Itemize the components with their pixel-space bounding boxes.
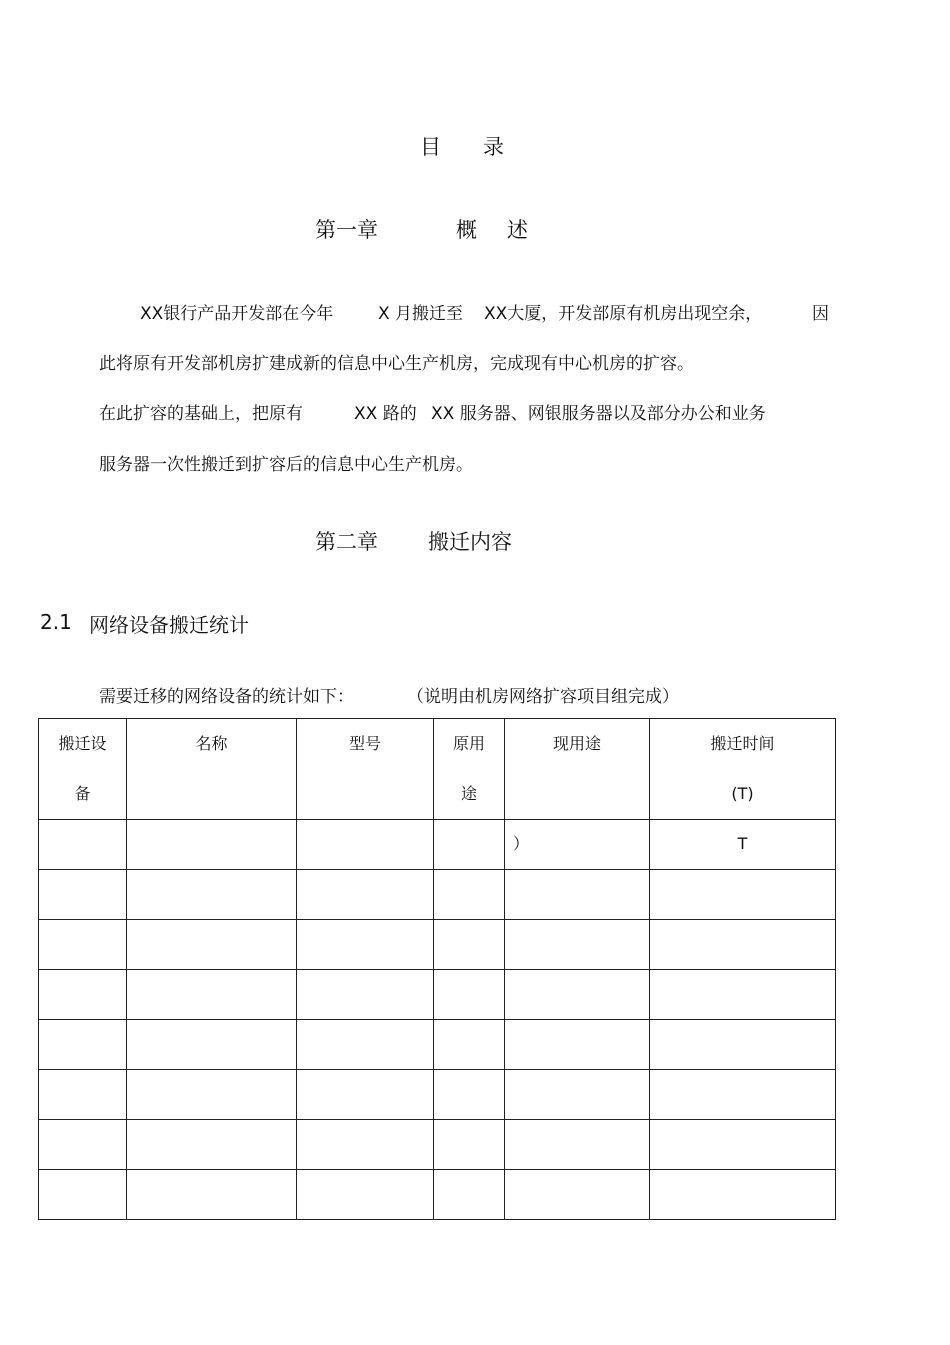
header-model-text: 型号 xyxy=(348,734,381,753)
table-cell xyxy=(650,820,836,870)
chapter-1-title-part-2: 述 xyxy=(507,218,528,242)
table-row xyxy=(39,1170,836,1220)
para-line-4: 服务器一次性搬迁到扩容后的信息中心生产机房。 xyxy=(99,455,473,475)
section-number: 2.1 xyxy=(40,610,72,634)
header-original-use-line-1: 原用 xyxy=(452,734,485,753)
chapter-2-title: 搬迁内容 xyxy=(428,530,512,554)
header-device-line-2: 备 xyxy=(74,784,91,803)
header-name xyxy=(127,719,297,820)
table-cell xyxy=(434,870,505,920)
table-cell xyxy=(505,1070,650,1120)
header-current-use xyxy=(505,719,650,820)
table-cell xyxy=(505,970,650,1020)
para-line-2: 此将原有开发部机房扩建成新的信息中心生产机房，完成现有中心机房的扩容。 xyxy=(99,354,694,374)
table-row xyxy=(39,870,836,920)
table-cell xyxy=(297,1120,434,1170)
section-title: 网络设备搬迁统计 xyxy=(89,613,249,637)
header-migration-time-line-1: 搬迁时间 xyxy=(710,734,775,753)
table-cell xyxy=(127,1070,297,1120)
table-cell xyxy=(650,920,836,970)
header-device xyxy=(39,719,127,820)
table-header-row xyxy=(39,719,836,820)
table-cell xyxy=(434,1020,505,1070)
table-intro: 需要迁移的网络设备的统计如下： xyxy=(99,687,354,707)
table-row xyxy=(39,970,836,1020)
para-line-1-seg-3: XX大厦，开发部原有机房出现空余， xyxy=(484,304,763,324)
chapter-1-title-part-1: 概 xyxy=(456,218,477,242)
table-cell xyxy=(297,1020,434,1070)
table-row xyxy=(39,1070,836,1120)
table-cell xyxy=(650,1070,836,1120)
table-row xyxy=(39,920,836,970)
table-cell xyxy=(297,970,434,1020)
table-cell xyxy=(127,820,297,870)
para-line-3-seg-3: XX 服务器、网银服务器以及部分办公和业务 xyxy=(431,404,766,424)
table-cell xyxy=(505,1020,650,1070)
header-name-text: 名称 xyxy=(195,734,228,753)
para-line-1-seg-1: XX银行产品开发部在今年 xyxy=(140,304,334,324)
header-original-use-line-2: 途 xyxy=(460,784,477,803)
table-cell xyxy=(434,920,505,970)
para-line-1-seg-2: X 月搬迁至 xyxy=(378,304,464,324)
table-intro-note: （说明由机房网络扩容项目组完成） xyxy=(407,687,679,707)
header-migration-time xyxy=(650,719,836,820)
table-cell xyxy=(297,820,434,870)
table-cell xyxy=(505,1120,650,1170)
cell-value: ） xyxy=(513,834,530,853)
chapter-1-label: 第一章 xyxy=(315,218,378,242)
header-original-use xyxy=(434,719,505,820)
table-cell xyxy=(434,820,505,870)
table-cell xyxy=(127,920,297,970)
table-cell xyxy=(127,1120,297,1170)
table-cell xyxy=(39,1120,127,1170)
header-current-use-text: 现用途 xyxy=(552,734,601,753)
table-cell xyxy=(297,1170,434,1220)
toc-title-char-2: 录 xyxy=(483,135,504,159)
table-cell xyxy=(127,970,297,1020)
table-cell xyxy=(39,970,127,1020)
para-line-1-seg-4: 因 xyxy=(812,304,829,324)
table-cell xyxy=(39,1070,127,1120)
chapter-2-label: 第二章 xyxy=(315,530,378,554)
cell-value: T xyxy=(737,834,748,853)
table-cell xyxy=(39,820,127,870)
table-cell xyxy=(39,1170,127,1220)
table-cell xyxy=(434,1120,505,1170)
table-cell xyxy=(650,970,836,1020)
table-cell xyxy=(434,970,505,1020)
table-cell xyxy=(650,1120,836,1170)
para-line-3-seg-2: XX 路的 xyxy=(354,404,417,424)
para-line-3-seg-1: 在此扩容的基础上，把原有 xyxy=(99,404,303,424)
table-cell xyxy=(127,870,297,920)
table-cell xyxy=(505,1170,650,1220)
table-row xyxy=(39,820,836,870)
header-model xyxy=(297,719,434,820)
toc-title xyxy=(420,131,504,161)
toc-title-char-1: 目 xyxy=(420,135,441,159)
table-cell xyxy=(127,1170,297,1220)
table-cell xyxy=(39,1020,127,1070)
table-cell xyxy=(505,820,650,870)
table-row xyxy=(39,1020,836,1070)
table-cell xyxy=(434,1170,505,1220)
table-cell xyxy=(505,920,650,970)
table-cell xyxy=(650,1170,836,1220)
table-cell xyxy=(650,1020,836,1070)
table-cell xyxy=(39,870,127,920)
table-cell xyxy=(39,920,127,970)
table-cell xyxy=(505,870,650,920)
table-cell xyxy=(127,1020,297,1070)
table-cell xyxy=(297,870,434,920)
header-migration-time-line-2: (T) xyxy=(731,784,754,803)
table-cell xyxy=(434,1070,505,1120)
table-row xyxy=(39,1120,836,1170)
header-device-line-1: 搬迁设 xyxy=(58,734,107,753)
table-cell xyxy=(297,1070,434,1120)
network-device-table xyxy=(38,718,836,1220)
table-cell xyxy=(297,920,434,970)
table-cell xyxy=(650,870,836,920)
